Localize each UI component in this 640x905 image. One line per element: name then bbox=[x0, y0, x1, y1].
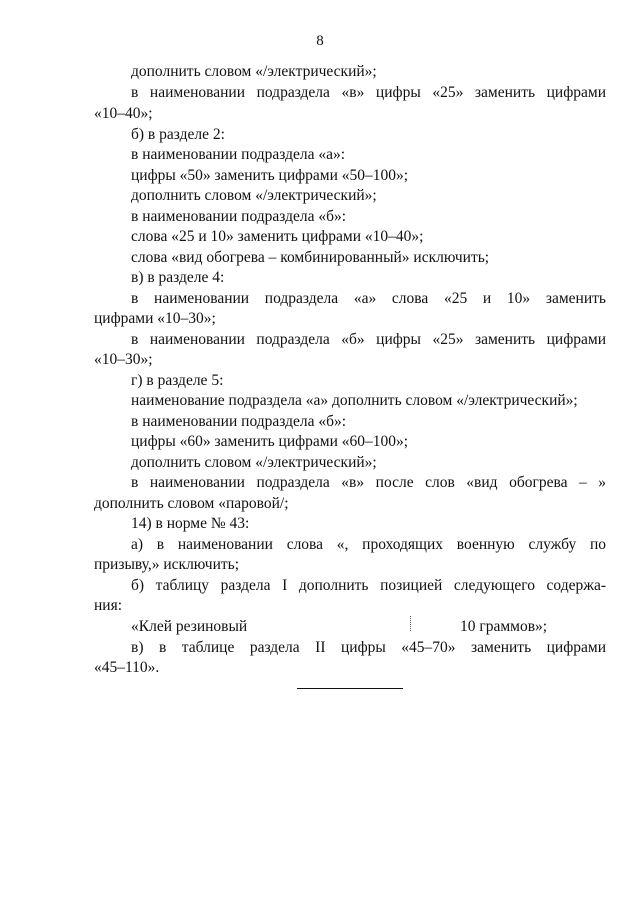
text-line: в наименовании подраздела «б»: bbox=[131, 413, 347, 430]
text-line: г) в разделе 5: bbox=[131, 372, 224, 389]
text-line: дополнить словом «/электрический»; bbox=[131, 454, 377, 471]
text-line: цифрами «10–30»; bbox=[94, 310, 216, 327]
text-line: 14) в норме № 43: bbox=[131, 515, 250, 532]
text-line: «10–30»; bbox=[94, 351, 153, 368]
text-line: в наименовании подраздела «б»: bbox=[131, 208, 347, 225]
text-line: ния: bbox=[94, 597, 123, 614]
text-line: в наименовании подраздела «а»: bbox=[131, 146, 346, 163]
text-line: в) в разделе 4: bbox=[131, 269, 225, 286]
table-cell-left: «Клей резиновый bbox=[131, 618, 248, 635]
text-line: «10–40»; bbox=[94, 105, 153, 122]
table-cell-right: 10 граммов»; bbox=[460, 618, 548, 635]
page-number: 8 bbox=[316, 33, 324, 49]
text-line: в наименовании подраздела «в» цифры «25» заменить цифрами bbox=[131, 84, 606, 101]
text-line: дополнить словом «паровой/; bbox=[94, 495, 289, 512]
end-rule bbox=[297, 688, 403, 689]
text-line: в наименовании подраздела «в» после слов «вид обогрева – » bbox=[131, 474, 606, 491]
table-separator bbox=[410, 616, 411, 631]
text-line: слова «25 и 10» заменить цифрами «10–40»; bbox=[131, 228, 424, 245]
text-line: наименование подраздела «а» дополнить словом «/электрический»; bbox=[131, 392, 578, 409]
text-line: в наименовании подраздела «а» слова «25 и 10» заменить bbox=[131, 290, 606, 307]
text-line: дополнить словом «/электрический»; bbox=[131, 187, 377, 204]
text-line: б) таблицу раздела I дополнить позицией следующего содержа- bbox=[131, 577, 606, 594]
text-line: «45–110». bbox=[94, 659, 160, 676]
text-line: дополнить словом «/электрический»; bbox=[131, 63, 377, 80]
text-line: б) в разделе 2: bbox=[131, 126, 225, 143]
text-line: цифры «50» заменить цифрами «50–100»; bbox=[131, 167, 409, 184]
text-line: цифры «60» заменить цифрами «60–100»; bbox=[131, 433, 409, 450]
text-line: а) в наименовании слова «, проходящих военную службу по bbox=[131, 536, 606, 553]
text-line: слова «вид обогрева – комбинированный» исключить; bbox=[131, 249, 490, 266]
text-line: призыву,» исключить; bbox=[94, 556, 240, 573]
text-line: в наименовании подраздела «б» цифры «25» заменить цифрами bbox=[131, 331, 606, 348]
text-line: в) в таблице раздела II цифры «45–70» заменить цифрами bbox=[131, 639, 606, 656]
